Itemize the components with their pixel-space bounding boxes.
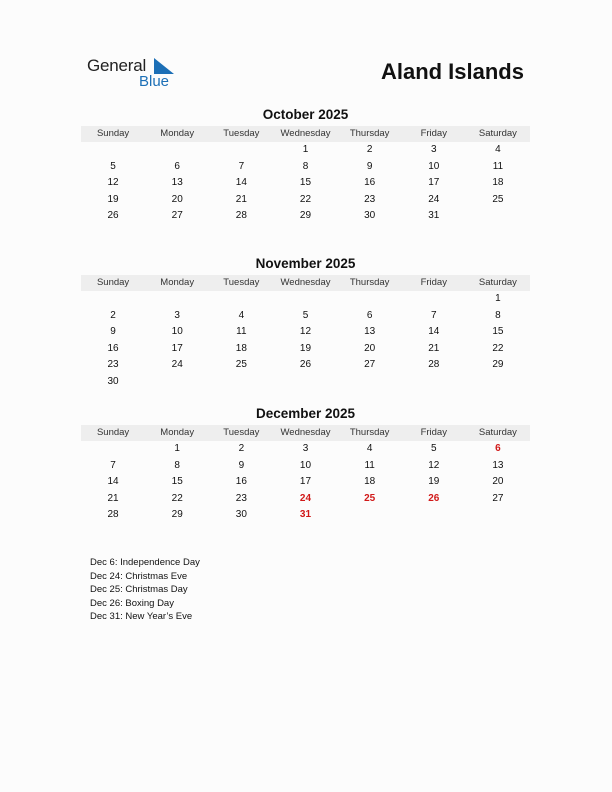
logo-text-general: General: [87, 56, 147, 75]
day-cell: 1: [495, 293, 501, 304]
day-cell: 7: [430, 309, 437, 321]
month-title: November 2025: [255, 256, 356, 271]
day-cell: 6: [174, 160, 180, 172]
day-cell: 1: [302, 144, 309, 155]
weekday-header: [81, 275, 530, 291]
day-cell: 2: [110, 309, 116, 321]
empty-day-cell: [145, 142, 209, 159]
week-row: [81, 357, 530, 374]
day-cell: 13: [364, 326, 376, 338]
weekday-label: Tuesday: [223, 277, 260, 288]
day-cell: 28: [107, 509, 119, 521]
day-cell: 12: [428, 459, 440, 471]
day-cell: 16: [107, 342, 119, 354]
week-row: [81, 491, 530, 508]
brand-logo: [87, 56, 187, 92]
day-cell: 27: [364, 359, 376, 371]
weekday-label: Thursday: [349, 427, 390, 438]
weekday-header: [81, 126, 530, 142]
empty-day-cell: [402, 507, 466, 524]
weekday-label: Tuesday: [223, 427, 260, 438]
empty-day-cell: [338, 291, 402, 308]
day-cell: 12: [107, 177, 119, 189]
holiday-item: Dec 31: New Year’s Eve: [90, 611, 193, 623]
empty-day-cell: [338, 374, 402, 391]
day-cell: 16: [364, 177, 376, 189]
empty-day-cell: [466, 507, 530, 524]
day-cell: 22: [492, 342, 504, 354]
holiday-item: Dec 26: Boxing Day: [90, 597, 174, 609]
day-cell: 19: [299, 342, 312, 354]
day-cell: 23: [107, 359, 119, 371]
empty-day-cell: [273, 291, 337, 308]
empty-day-cell: [81, 441, 145, 458]
day-cell: 20: [171, 193, 183, 205]
day-cell: 18: [492, 177, 504, 189]
week-row: [81, 341, 530, 358]
day-cell: 5: [302, 309, 309, 321]
country-title: Aland Islands: [380, 59, 524, 84]
day-cell: 29: [492, 359, 504, 371]
day-cell: 11: [236, 326, 247, 338]
day-cell: 25: [492, 193, 504, 205]
day-cell: 24: [171, 359, 183, 371]
empty-day-cell: [209, 291, 273, 308]
day-cell: 10: [299, 459, 312, 471]
empty-day-cell: [209, 142, 273, 159]
month-calendar-december: [81, 405, 530, 524]
month-weeks: [81, 441, 530, 524]
day-cell: 3: [302, 443, 309, 454]
day-cell: 26: [299, 359, 312, 371]
week-row: [81, 142, 530, 159]
week-row: [81, 192, 530, 209]
day-cell: 17: [299, 476, 312, 488]
day-cell: 18: [364, 476, 376, 488]
weekday-label: Wednesday: [280, 427, 331, 438]
weekday-label: Monday: [160, 427, 195, 438]
week-row: [81, 324, 530, 341]
day-cell: 7: [238, 160, 245, 172]
empty-day-cell: [273, 374, 337, 391]
day-cell: 8: [495, 309, 501, 321]
day-cell: 11: [492, 160, 504, 172]
day-cell: 11: [364, 459, 375, 471]
empty-day-cell: [466, 208, 530, 225]
day-cell: 21: [107, 492, 119, 504]
week-row: [81, 308, 530, 325]
day-cell: 4: [495, 144, 501, 155]
day-cell: 6: [366, 309, 373, 321]
day-cell: 23: [235, 492, 247, 504]
day-cell: 12: [299, 326, 312, 338]
day-cell: 27: [171, 210, 183, 222]
weekday-header: [81, 425, 530, 441]
month-title: December 2025: [255, 406, 356, 421]
day-cell: 14: [428, 326, 440, 338]
weekday-label: Monday: [160, 277, 195, 288]
empty-day-cell: [81, 291, 145, 308]
day-cell: 7: [110, 459, 116, 471]
weekday-label: Tuesday: [223, 128, 260, 139]
month-calendar-november: [81, 255, 530, 391]
day-cell: 25: [364, 492, 376, 504]
weekday-label: Wednesday: [280, 128, 331, 139]
weekday-label: Thursday: [349, 277, 390, 288]
week-row: [81, 507, 530, 524]
week-row: [81, 291, 530, 308]
week-row: [81, 208, 530, 225]
day-cell: 16: [235, 476, 247, 488]
day-cell: 9: [238, 459, 245, 471]
weekday-label: Saturday: [478, 128, 517, 139]
holiday-list: [90, 556, 200, 624]
day-cell: 21: [428, 342, 440, 354]
empty-day-cell: [81, 142, 145, 159]
day-cell: 6: [495, 443, 501, 454]
day-cell: 8: [174, 459, 180, 471]
day-cell: 20: [364, 342, 376, 354]
day-cell: 8: [302, 160, 309, 172]
day-cell: 27: [492, 492, 504, 504]
empty-day-cell: [145, 374, 209, 391]
day-cell: 26: [428, 492, 440, 504]
day-cell: 21: [235, 193, 247, 205]
logo-text-blue: Blue: [139, 73, 170, 90]
week-row: [81, 474, 530, 491]
day-cell: 19: [107, 193, 119, 205]
day-cell: 22: [171, 492, 183, 504]
day-cell: 28: [428, 359, 440, 371]
holiday-item: Dec 6: Independence Day: [90, 557, 200, 568]
empty-day-cell: [466, 374, 530, 391]
day-cell: 10: [428, 160, 440, 172]
day-cell: 3: [174, 309, 180, 321]
weekday-label: Friday: [420, 277, 447, 288]
weekday-label: Saturday: [478, 427, 517, 438]
weekday-label: Sunday: [96, 427, 130, 438]
day-cell: 5: [430, 443, 437, 454]
day-cell: 17: [428, 177, 440, 189]
empty-day-cell: [145, 291, 209, 308]
week-row: [81, 458, 530, 475]
weekday-label: Thursday: [349, 128, 390, 139]
holiday-item: Dec 24: Christmas Eve: [90, 570, 188, 582]
day-cell: 30: [107, 375, 119, 387]
empty-day-cell: [402, 374, 466, 391]
day-cell: 9: [366, 160, 373, 172]
weekday-label: Wednesday: [280, 277, 331, 288]
week-row: [81, 374, 530, 391]
day-cell: 30: [364, 210, 376, 222]
day-cell: 1: [174, 443, 180, 454]
weekday-label: Sunday: [96, 128, 130, 139]
day-cell: 22: [299, 193, 312, 205]
day-cell: 26: [107, 210, 119, 222]
day-cell: 13: [171, 177, 183, 189]
day-cell: 15: [171, 476, 183, 488]
day-cell: 24: [299, 492, 312, 504]
day-cell: 20: [492, 476, 504, 488]
day-cell: 5: [110, 160, 116, 172]
weekday-label: Saturday: [478, 277, 517, 288]
day-cell: 19: [428, 476, 440, 488]
day-cell: 14: [235, 177, 247, 189]
day-cell: 17: [171, 342, 183, 354]
month-weeks: [81, 291, 530, 391]
day-cell: 10: [171, 326, 183, 338]
week-row: [81, 175, 530, 192]
weekday-label: Sunday: [96, 277, 130, 288]
month-weeks: [81, 142, 530, 225]
weekday-label: Monday: [160, 128, 195, 139]
day-cell: 2: [238, 443, 245, 454]
logo-triangle-icon: [154, 58, 174, 74]
empty-day-cell: [402, 291, 466, 308]
day-cell: 31: [428, 210, 440, 222]
day-cell: 2: [366, 144, 373, 155]
day-cell: 14: [107, 476, 119, 488]
day-cell: 29: [171, 509, 183, 521]
day-cell: 15: [492, 326, 504, 338]
day-cell: 3: [430, 144, 437, 155]
empty-day-cell: [338, 507, 402, 524]
weekday-label: Friday: [420, 427, 447, 438]
day-cell: 29: [299, 210, 312, 222]
week-row: [81, 441, 530, 458]
day-cell: 25: [235, 359, 247, 371]
month-title: October 2025: [262, 107, 349, 122]
day-cell: 24: [428, 193, 440, 205]
day-cell: 15: [299, 177, 312, 189]
weekday-label: Friday: [420, 128, 447, 139]
day-cell: 18: [235, 342, 247, 354]
month-calendar-october: [81, 106, 530, 225]
empty-day-cell: [209, 374, 273, 391]
day-cell: 13: [492, 459, 504, 471]
day-cell: 28: [235, 210, 247, 222]
day-cell: 4: [366, 443, 373, 454]
day-cell: 31: [299, 509, 312, 521]
day-cell: 9: [110, 326, 116, 338]
week-row: [81, 159, 530, 176]
day-cell: 4: [238, 309, 245, 321]
holiday-item: Dec 25: Christmas Day: [90, 584, 188, 596]
day-cell: 30: [235, 509, 247, 521]
day-cell: 23: [364, 193, 376, 205]
